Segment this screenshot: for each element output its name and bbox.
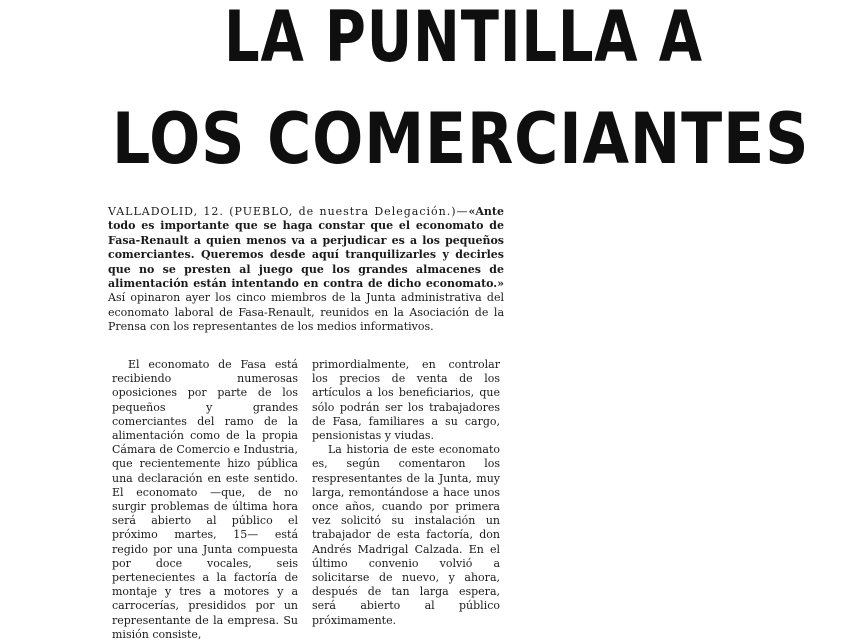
dateline: VALLADOLID, 12. (PUEBLO, de nuestra Delegación.)— xyxy=(108,205,469,218)
headline-line-2: LOS COMERCIANTES xyxy=(112,98,810,180)
lead-paragraph xyxy=(108,205,504,335)
column2-paragraph-2: La historia de este economato es, según comentaron los respresentantes de la Junta, muy larga, remontándose a hace unos once años, cuando por primera vez solicitó su instalación un trabajador de esta factoría, don Andrés Madrigal Calzada. En el último convenio volvió a solicitarse de nuevo, y ahora, después de tan larga espera, será abierto al público próximamente. xyxy=(312,443,500,627)
lead-quote: «Ante todo es importante que se haga constar que el economato de Fasa-Renault a quien menos va a perjudicar es a los pequeños comerciantes. Queremos desde aquí tranquilizarles y decirles que no se presten al juego que los grandes almacenes de alimentación están intentando en contra de dicho economato.» xyxy=(108,205,504,291)
column2-paragraph-continued: primordialmente, en controlar los precios de venta de los artículos a los beneficiarios, que sólo podrán ser los trabajadores de Fasa, familiares a su cargo, pensionistas y viudas. xyxy=(312,358,500,443)
lead-rest: Así opinaron ayer los cinco miembros de la Junta administrativa del economato laboral de Fasa-Renault, reunidos en la Asociación de la Prensa con los representantes de los medios informativos. xyxy=(108,291,504,334)
headline-line-1: LA PUNTILLA A xyxy=(224,0,703,78)
body-column-2 xyxy=(312,358,500,628)
body-column-1 xyxy=(112,358,298,642)
column1-paragraph-1: El economato de Fasa está recibiendo numerosas oposiciones por parte de los pequeños y grandes comerciantes del ramo de la alimentación como de la propia Cámara de Comercio e Industria, que recientemente hizo pública una declaración en este sentido. El economato —que, de no surgir problemas de última hora será abierto al público el próximo martes, 15— está regido por una Junta compuesta por doce vocales, seis pertenecientes a la factoría de montaje y tres a motores y a carrocerías, presididos por un representante de la empresa. Su misión consiste, xyxy=(112,358,298,641)
